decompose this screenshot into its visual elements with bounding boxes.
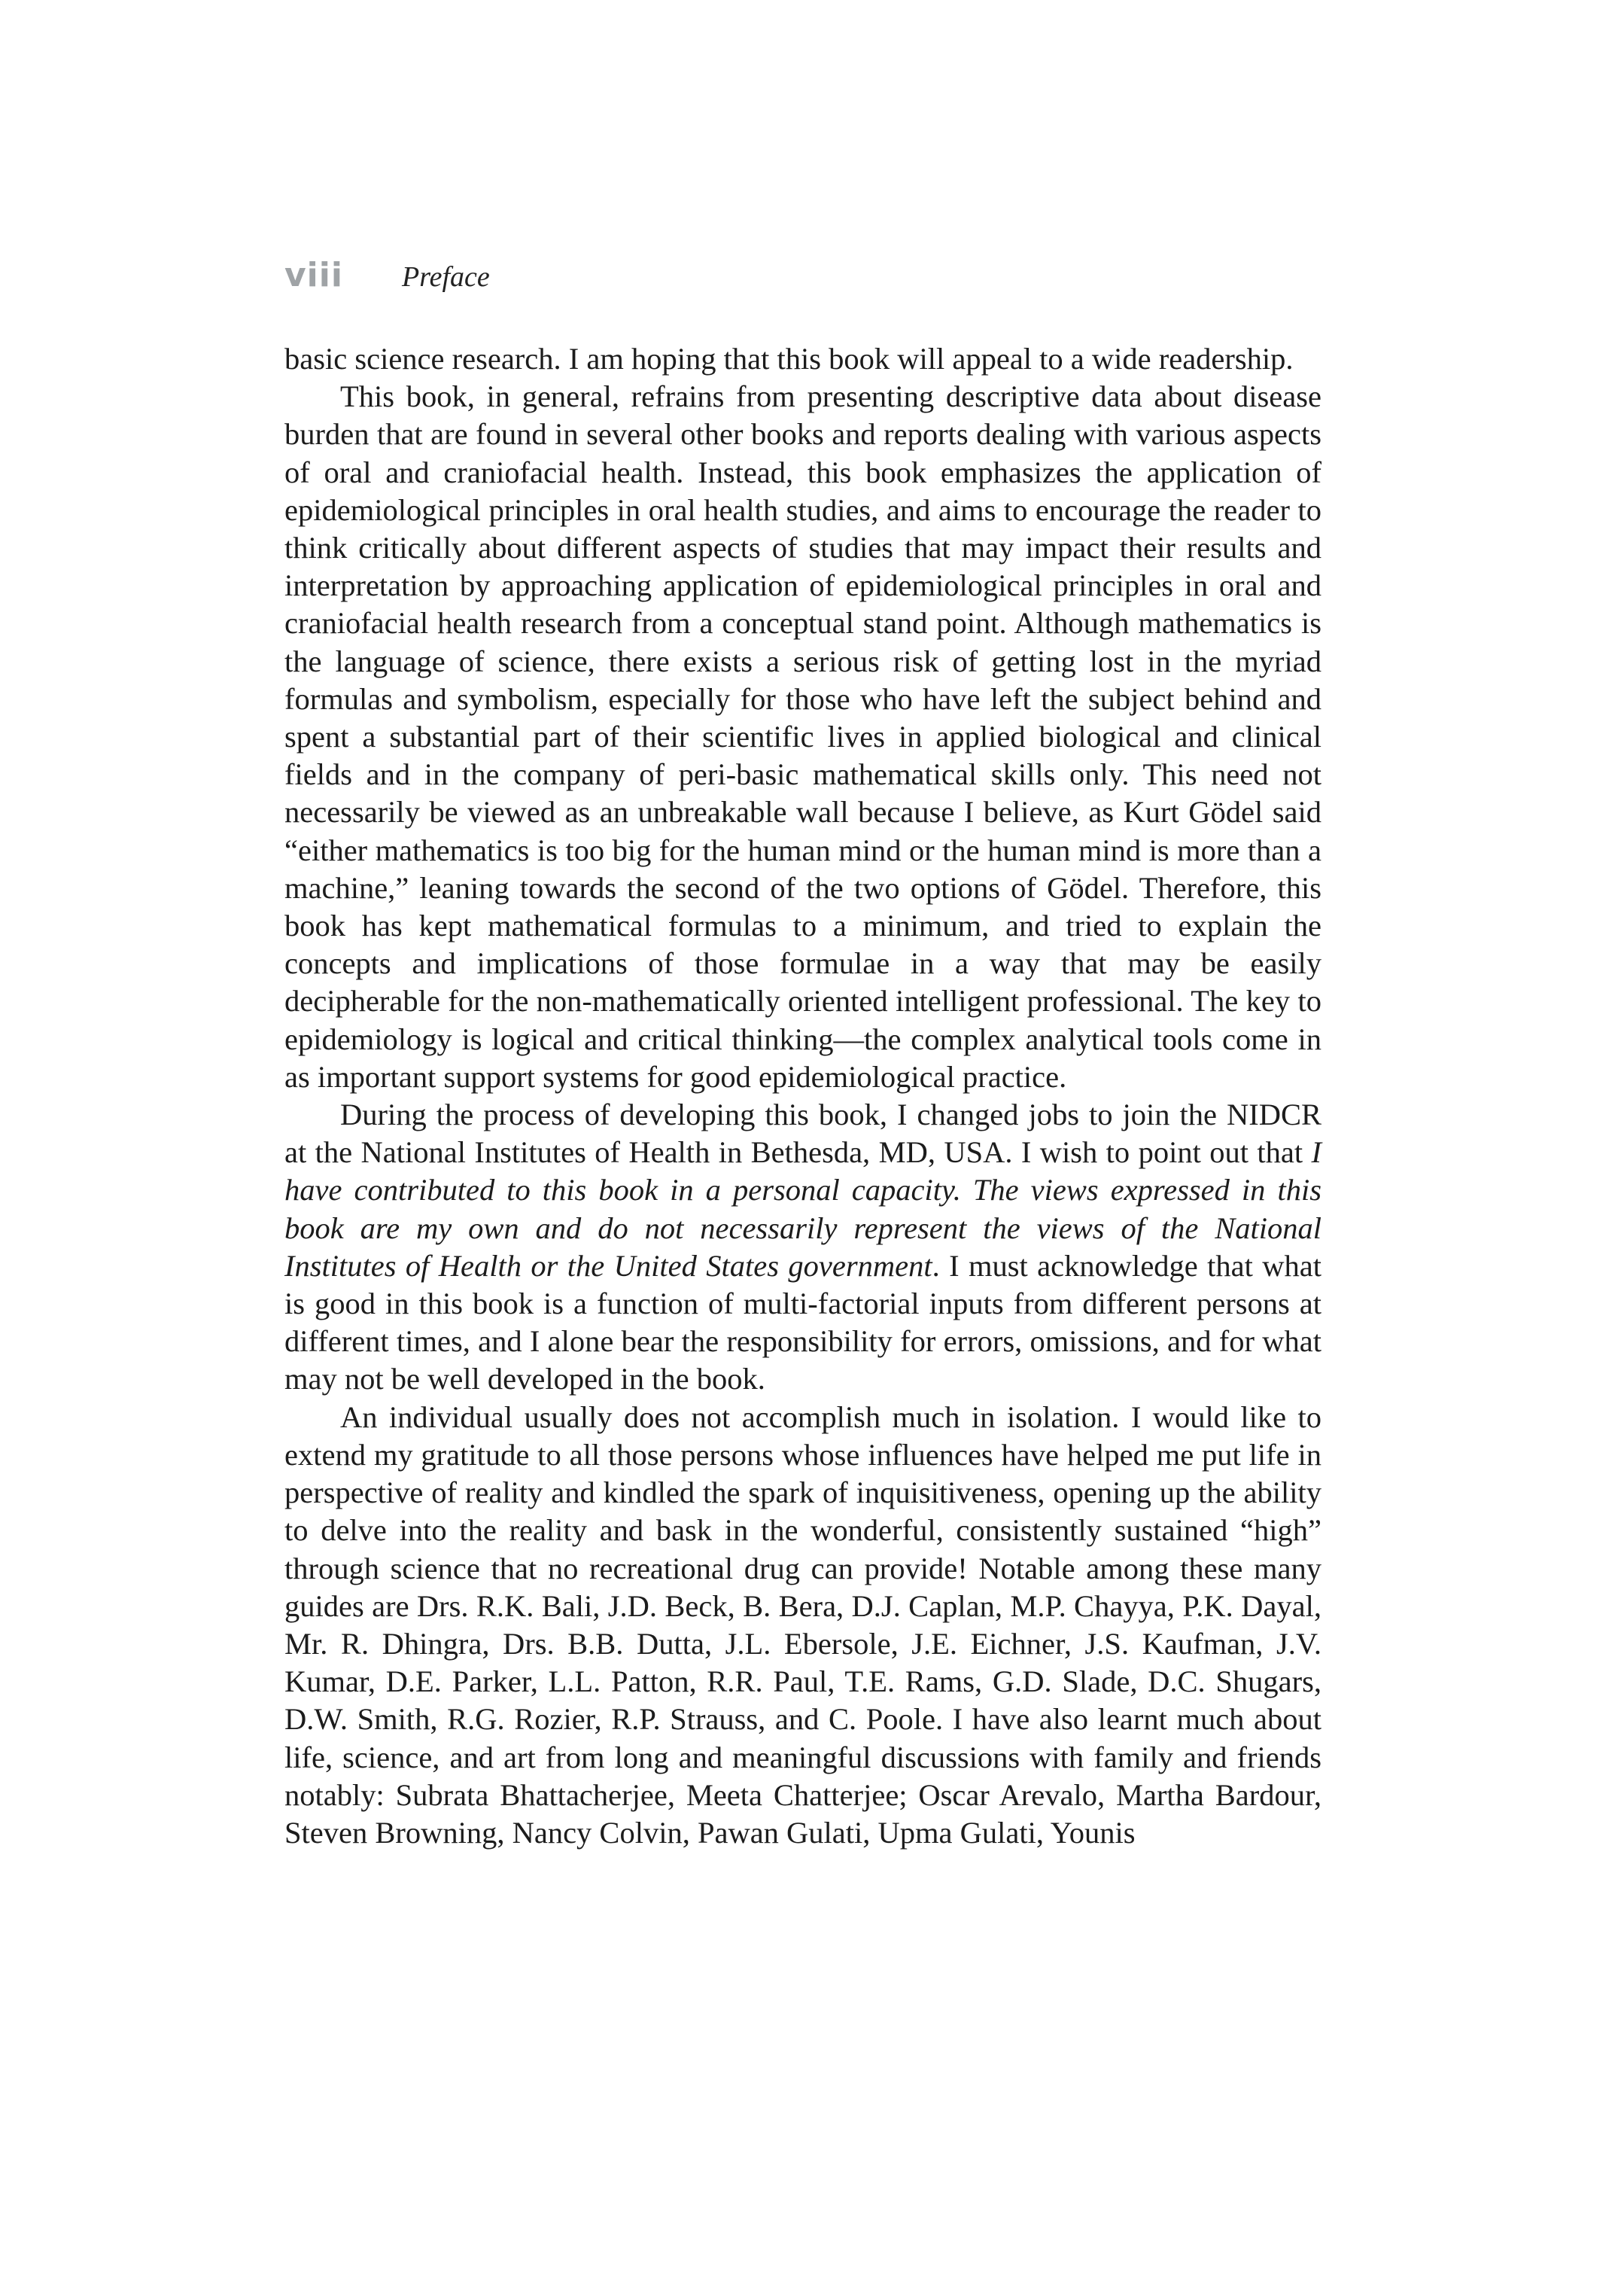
paragraph-disclaimer <box>284 1096 1321 1399</box>
paragraph-acknowledgements: An individual usually does not accomplish much in isolation. I would like to extend my gratitude to all those persons whose influences have helped me put life in perspective of reality and kindled the spark of inquisitiveness, opening up the ability to delve into the reality and bask in the wonderful, consistently sustained “high” through science that no recreational drug can provide! Notable among these many guides are Drs. R.K. Bali, J.D. Beck, B. Bera, D.J. Caplan, M.P. Chayya, P.K. Dayal, Mr. R. Dhingra, Drs. B.B. Dutta, J.L. Ebersole, J.E. Eichner, J.S. Kaufman, J.V. Kumar, D.E. Parker, L.L. Patton, R.R. Paul, T.E. Rams, G.D. Slade, D.C. Shugars, D.W. Smith, R.G. Rozier, R.P. Strauss, and C. Poole. I have also learnt much about life, science, and art from long and meaningful discussions with family and friends notably: Subrata Bhattacherjee, Meeta Chatterjee; Oscar Arevalo, Martha Bardour, Steven Browning, Nancy Colvin, Pawan Gulati, Upma Gulati, Younis <box>284 1399 1321 1850</box>
body-text <box>284 340 1321 1852</box>
paragraph-mathematics: This book, in general, refrains from presenting descriptive data about disease burden that are found in several other books and reports dealing with various aspects of oral and craniofacial health. Instead, this book emphasizes the application of epidemiological principles in oral health studies, and aims to encourage the reader to think critically about different aspects of studies that may impact their results and interpretation by approaching application of epidemiological principles in oral and craniofacial health research from a conceptual stand point. Although mathematics is the language of science, there exists a serious risk of getting lost in the myriad formulas and symbolism, especially for those who have left the subject behind and spent a substantial part of their scientific lives in applied biological and clinical fields and in the company of peri-basic mathematical skills only. This need not necessarily be viewed as an unbreakable wall because I believe, as Kurt Gödel said “either mathematics is too big for the human mind or the human mind is more than a machine,” leaning towards the second of the two options of Gödel. Therefore, this book has kept mathematical formulas to a minimum, and tried to explain the concepts and implications of those formulae in a way that may be easily decipherable for the non-mathematically oriented intelligent professional. The key to epidemiology is logical and critical thinking—the complex analytical tools come in as important support systems for good epidemiological practice. <box>284 379 1321 1094</box>
disclaimer-text-before: During the process of developing this book, I changed jobs to join the NIDCR at the National Institutes of Health in Bethesda, MD, USA. I wish to point out that <box>284 1098 1321 1170</box>
running-title: Preface <box>402 261 490 293</box>
page-number: viii <box>284 256 343 294</box>
running-head <box>284 256 490 301</box>
paragraph-continuation: basic science research. I am hoping that this book will appeal to a wide readership. <box>284 342 1294 376</box>
disclaimer-text-after: . I must acknowledge that what is good in this book is a function of multi-factorial inputs from different persons at different times, and I alone bear the responsibility for errors, omissions, and for what may not be well developed in the book. <box>284 1248 1321 1396</box>
disclaimer-italic-text: I have contributed to this book in a personal capacity. The views expressed in this book are my own and do not necessarily represent the views of the National Institutes of Health or the United States government <box>284 1135 1321 1283</box>
